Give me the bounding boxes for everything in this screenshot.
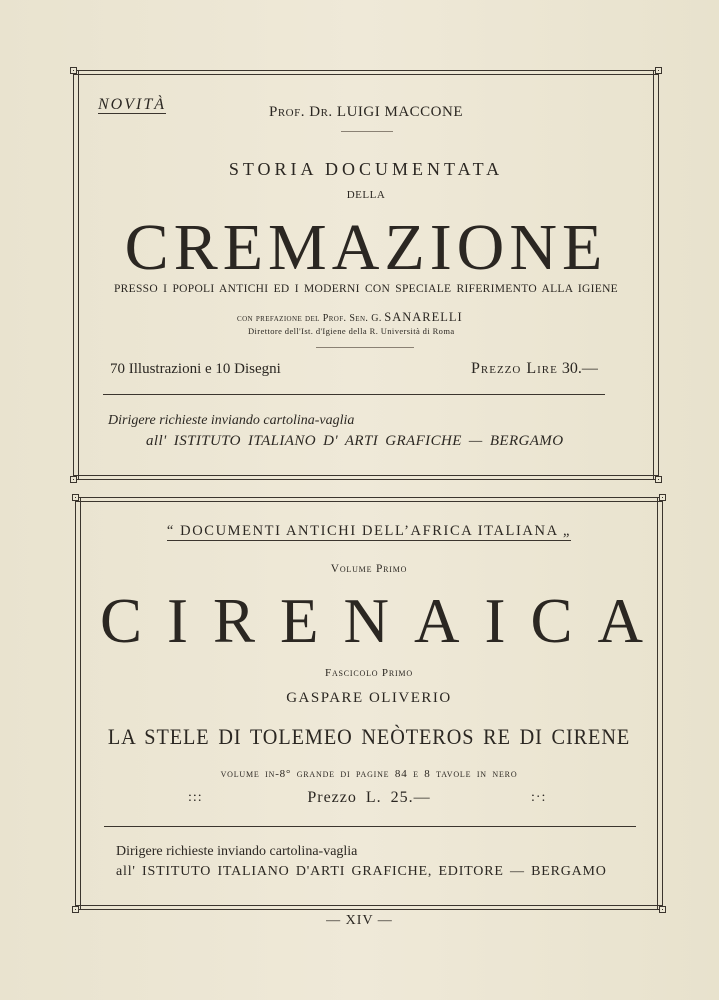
price	[471, 360, 598, 378]
frame-border-top-inner	[75, 501, 663, 502]
frame-border-bottom	[75, 909, 663, 910]
preface-name: SANARELLI	[384, 310, 463, 324]
ornament-right: :·:	[531, 790, 547, 805]
divider	[103, 394, 605, 395]
novita-badge: NOVITÀ	[98, 96, 166, 113]
page-number: — XIV —	[326, 913, 393, 928]
corner-ornament	[659, 494, 666, 501]
frame-border-bottom-inner	[73, 475, 659, 476]
frame-border-top	[75, 497, 663, 498]
author-line	[73, 104, 659, 121]
order-line-2: all' ISTITUTO ITALIANO D' ARTI GRAFICHE — BERGAMO	[146, 433, 564, 449]
della-label: DELLA	[346, 189, 386, 201]
preface-line	[237, 310, 463, 325]
work-title: LA STELE DI TOLEMEO NEÒTEROS RE DI CIRENE	[107, 724, 631, 749]
illustrations-count: 70 Illustrazioni e 10 Disegni	[110, 361, 281, 377]
author-prefix: Prof. Dr.	[269, 104, 333, 120]
corner-ornament	[655, 67, 662, 74]
ornament-left: :::	[188, 790, 203, 805]
specs-line: volume in-8° grande di pagine 84 e 8 tavole in nero	[220, 768, 518, 780]
order-line-1: Dirigere richieste inviando cartolina-vaglia	[116, 844, 358, 859]
author-name: GASPARE OLIVERIO	[286, 690, 452, 706]
order-line-2: all' ISTITUTO ITALIANO D'ARTI GRAFICHE, EDITORE — BERGAMO	[116, 864, 607, 879]
preface-role: Direttore dell'Ist. d'Igiene della R. Università di Roma	[248, 326, 455, 336]
divider	[316, 347, 414, 348]
tagline: PRESSO I POPOLI ANTICHI ED I MODERNI CON SPECIALE RIFERIMENTO ALLA IGIENE	[113, 283, 618, 295]
corner-ornament	[72, 494, 79, 501]
advertisement-cirenaica	[75, 497, 668, 910]
corner-ornament	[659, 906, 666, 913]
frame-border-top-inner	[73, 74, 659, 75]
frame-border-bottom-inner	[75, 905, 663, 906]
fascicle-label: Fascicolo Primo	[325, 667, 413, 679]
price-value: 30.—	[561, 360, 598, 377]
price-label: Prezzo Lire	[471, 360, 558, 377]
book-title: CREMAZIONE	[124, 211, 608, 284]
frame-border-top	[73, 70, 659, 71]
frame-border-bottom	[73, 479, 659, 480]
corner-ornament	[655, 476, 662, 483]
series-title-text: “ DOCUMENTI ANTICHI DELL’AFRICA ITALIANA „	[166, 523, 572, 539]
price: Prezzo L. 25.—	[307, 789, 431, 806]
corner-ornament	[70, 67, 77, 74]
subtitle: STORIA DOCUMENTATA	[228, 159, 504, 179]
book-title: CIRENAICA	[100, 586, 668, 656]
order-line-1: Dirigere richieste inviando cartolina-vaglia	[108, 413, 355, 428]
advertisement-cremazione	[73, 70, 659, 480]
divider	[104, 826, 636, 827]
divider	[341, 131, 393, 132]
series-title	[75, 523, 663, 540]
preface-prefix: con prefazione del Prof. Sen. G.	[237, 313, 382, 324]
volume-label: Volume Primo	[330, 563, 408, 575]
corner-ornament	[70, 476, 77, 483]
corner-ornament	[72, 906, 79, 913]
author-name: LUIGI MACCONE	[336, 104, 463, 120]
